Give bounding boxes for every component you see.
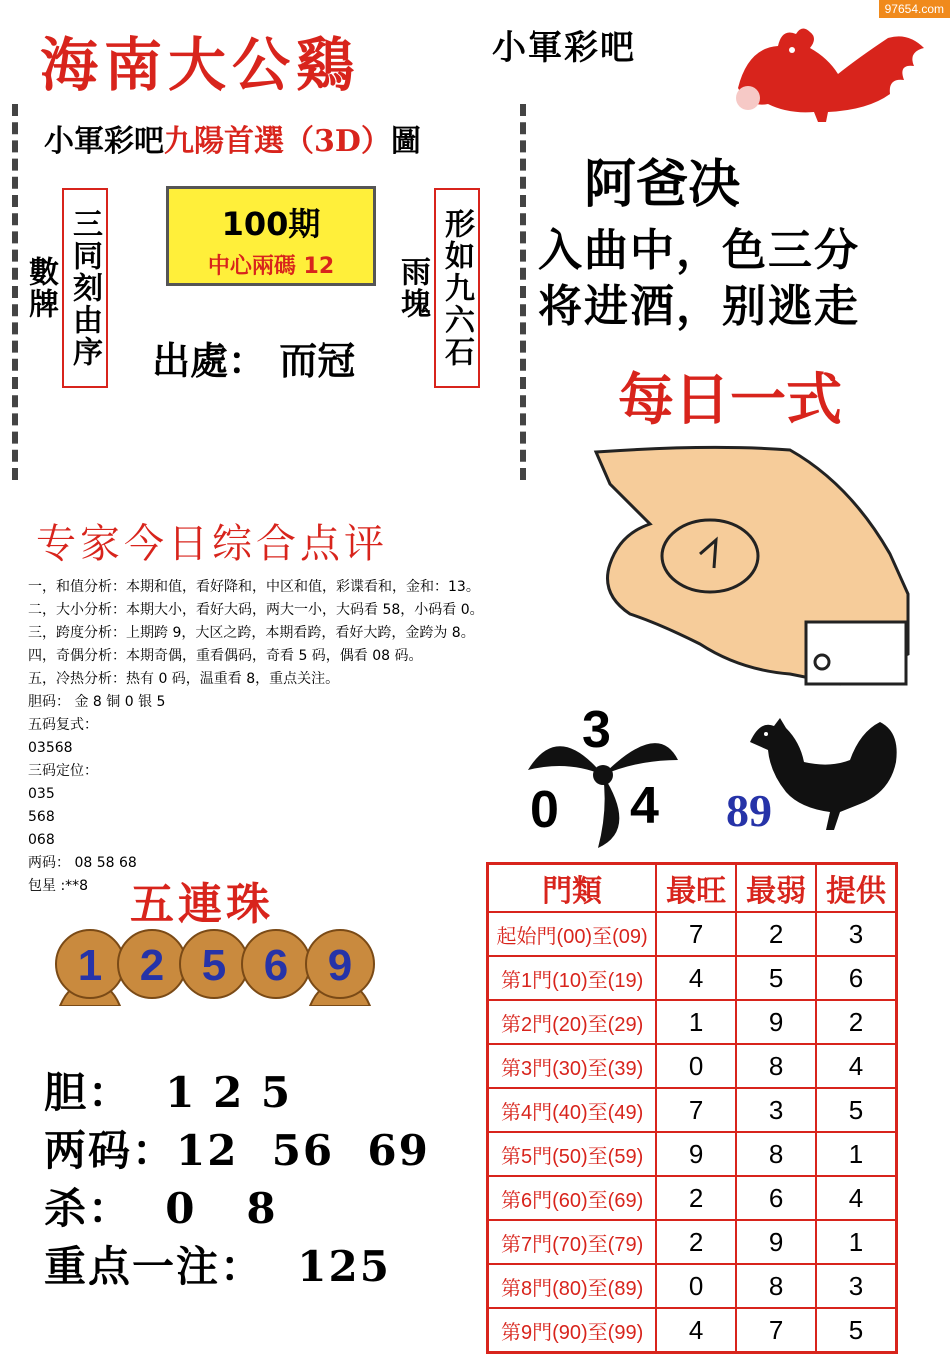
table-row xyxy=(488,1220,897,1264)
poem-title: 阿爸决 xyxy=(584,154,741,215)
analysis-item: 四，奇偶分析：本期奇偶，重看偶码，奇看 5 码，偶看 08 码。 xyxy=(28,648,423,664)
trefoil-top: 3 xyxy=(582,701,611,759)
column-header: 門類 xyxy=(488,864,657,913)
cell: 5 xyxy=(816,1088,896,1132)
panel-heading-highlight: 九陽首選（3D） xyxy=(164,124,391,159)
issue-number: 100期 xyxy=(221,205,321,243)
site-tag: 97654.com xyxy=(879,0,950,18)
cell: 8 xyxy=(736,1264,816,1308)
cell: 2 xyxy=(816,1000,896,1044)
analysis-item: 二，大小分析：本期大小，看好大码，两大一小，大码看 58，小码看 0。 xyxy=(28,602,484,618)
source-line: 出處： 而冠 xyxy=(152,338,356,383)
table-row xyxy=(488,1044,897,1088)
right-vertical-text: 形如九六石雨塊 xyxy=(434,188,480,388)
table-row xyxy=(488,1088,897,1132)
table-row xyxy=(488,1000,897,1044)
cell: 9 xyxy=(736,1000,816,1044)
row-label: 起始門(00)至(09) xyxy=(488,912,657,956)
cell: 8 xyxy=(736,1132,816,1176)
cell: 3 xyxy=(816,912,896,956)
daily-title: 每日一式 xyxy=(618,367,842,433)
table-row xyxy=(488,1176,897,1220)
analysis-item: 三码定位： xyxy=(28,763,98,779)
cell: 4 xyxy=(656,956,736,1000)
analysis-item: 包星 :**8 xyxy=(28,878,89,894)
five-beads-title: 五連珠 xyxy=(130,879,274,930)
analysis-item: 一，和值分析：本期和值，看好降和，中区和值，彩谍看和，金和：13。 xyxy=(28,579,480,595)
rooster-black-icon xyxy=(740,712,900,832)
column-header: 最弱 xyxy=(736,864,816,913)
row-label: 第9門(90)至(99) xyxy=(488,1308,657,1353)
row-label: 第6門(60)至(69) xyxy=(488,1176,657,1220)
analysis-item: 胆码： 金 8 铜 0 银 5 xyxy=(28,694,166,710)
bead-number: 1 xyxy=(77,941,103,990)
cell: 9 xyxy=(656,1132,736,1176)
cell: 2 xyxy=(656,1220,736,1264)
cell: 6 xyxy=(816,956,896,1000)
row-label: 第3門(30)至(39) xyxy=(488,1044,657,1088)
table-row xyxy=(488,1264,897,1308)
table-row xyxy=(488,956,897,1000)
row-label: 第8門(80)至(89) xyxy=(488,1264,657,1308)
bead-number: 2 xyxy=(139,941,165,990)
cell: 6 xyxy=(736,1176,816,1220)
panel-heading-prefix: 小軍彩吧 xyxy=(44,124,164,159)
cell: 2 xyxy=(736,912,816,956)
row-label: 第4門(40)至(49) xyxy=(488,1088,657,1132)
row-label: 第7門(70)至(79) xyxy=(488,1220,657,1264)
column-header: 最旺 xyxy=(656,864,736,913)
trefoil-left: 0 xyxy=(530,781,559,839)
door-table xyxy=(486,862,898,1354)
poem-line-1: 入曲中，色三分 xyxy=(538,225,860,276)
cell: 0 xyxy=(656,1264,736,1308)
analysis-list xyxy=(28,576,608,898)
bead-number: 6 xyxy=(263,941,289,990)
row-label: 第1門(10)至(19) xyxy=(488,956,657,1000)
dan-line: 胆： 1 2 5 xyxy=(44,1068,293,1117)
analysis-item: 568 xyxy=(28,809,55,825)
liangma-line: 两码：12 56 69 xyxy=(44,1126,430,1175)
cell: 1 xyxy=(816,1220,896,1264)
table-row xyxy=(488,912,897,956)
page-title: 海南大公鷄 xyxy=(40,31,361,99)
analysis-item: 五，冷热分析：热有 0 码，温重看 8，重点关注。 xyxy=(28,671,340,687)
bead-number: 5 xyxy=(201,941,227,990)
hand-icon xyxy=(590,444,912,690)
beads-graphic xyxy=(50,922,390,1006)
cell: 5 xyxy=(736,956,816,1000)
row-label: 第5門(50)至(59) xyxy=(488,1132,657,1176)
cell: 0 xyxy=(656,1044,736,1088)
cell: 7 xyxy=(736,1308,816,1353)
cell: 3 xyxy=(816,1264,896,1308)
cell: 4 xyxy=(656,1308,736,1353)
analysis-item: 035 xyxy=(28,786,55,802)
analysis-item: 三，跨度分析：上期跨 9，大区之跨，本期看跨，看好大跨，金跨为 8。 xyxy=(28,625,475,641)
analysis-item: 03568 xyxy=(28,740,73,756)
highlight-number: 89 xyxy=(726,785,772,836)
table-row xyxy=(488,1132,897,1176)
trefoil-right: 4 xyxy=(630,777,659,835)
analysis-item: 五码复式： xyxy=(28,717,98,733)
panel-heading xyxy=(44,116,421,160)
cell: 2 xyxy=(656,1176,736,1220)
column-header: 提供 xyxy=(816,864,896,913)
cell: 1 xyxy=(656,1000,736,1044)
row-label: 第2門(20)至(29) xyxy=(488,1000,657,1044)
cell: 4 xyxy=(816,1044,896,1088)
issue-box xyxy=(166,186,376,286)
cell: 4 xyxy=(816,1176,896,1220)
cell: 8 xyxy=(736,1044,816,1088)
cell: 9 xyxy=(736,1220,816,1264)
cell: 5 xyxy=(816,1308,896,1353)
center-code: 中心兩碼 12 xyxy=(207,254,335,279)
cell: 3 xyxy=(736,1088,816,1132)
expert-title: 专家今日综合点评 xyxy=(36,521,388,567)
cell: 1 xyxy=(816,1132,896,1176)
zhongdian-line: 重点一注： 125 xyxy=(44,1242,391,1291)
cell: 7 xyxy=(656,1088,736,1132)
brand-name: 小軍彩吧 xyxy=(492,28,636,68)
sha-line: 杀： 0 8 xyxy=(44,1184,278,1233)
poem-line-2: 将进酒，别逃走 xyxy=(538,281,860,332)
bead-number: 9 xyxy=(327,941,353,990)
cell: 7 xyxy=(656,912,736,956)
panel-heading-suffix: 圖 xyxy=(390,124,421,159)
table-header-row xyxy=(488,864,897,913)
left-vertical-text: 三同刻由序數牌 xyxy=(62,188,108,388)
analysis-item: 两码： 08 58 68 xyxy=(28,855,137,871)
rooster-red-icon xyxy=(718,18,930,122)
analysis-item: 068 xyxy=(28,832,55,848)
